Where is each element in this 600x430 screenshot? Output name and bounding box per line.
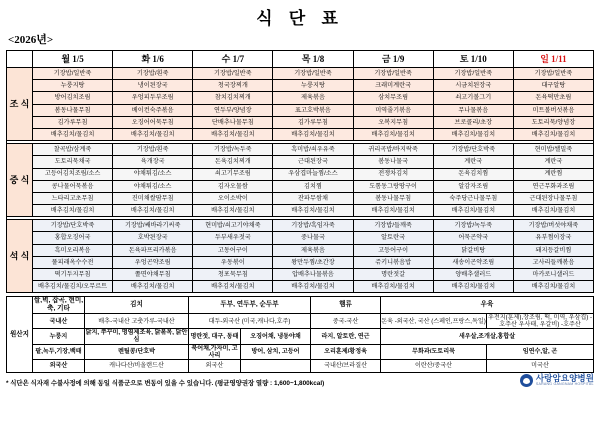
menu-cell: 배추김치/물김치 <box>273 281 353 293</box>
menu-cell: 우엉피두부조림 <box>113 92 193 104</box>
menu-cell: 두부새우젓국 <box>193 232 273 244</box>
menu-cell: 고사리들깨볶음 <box>513 256 593 268</box>
menu-cell: 명란젓갈 <box>353 269 433 281</box>
header-day-5: 금 1/9 <box>353 51 433 68</box>
menu-cell: 압배추나물볶음 <box>273 269 353 281</box>
menu-row <box>7 80 594 92</box>
menu-cell: 오복지무침 <box>353 116 433 128</box>
menu-cell: 배추김치/물김치 <box>33 205 113 217</box>
menu-cell: 유부쩜이장국 <box>513 232 593 244</box>
origin-cell: 국내산/브라질산 <box>311 360 381 373</box>
menu-cell: 계란찜 <box>513 168 593 180</box>
header-day-3: 수 1/7 <box>193 51 273 68</box>
origin-cell <box>241 360 311 373</box>
menu-cell: 배추김치/물김치 <box>113 205 193 217</box>
menu-cell: 김자오물쌈 <box>193 180 273 192</box>
menu-cell: 계란국 <box>433 156 513 168</box>
origin-cell: 오리훈제/황정육 <box>311 344 381 359</box>
menu-cell: 연두부/양념장 <box>193 104 273 116</box>
origin-header-cell: 두부, 연두부, 순두부 <box>189 297 311 314</box>
menu-cell: 도토리묵채국 <box>33 156 113 168</box>
origin-cell: 중국-국산 <box>311 313 381 328</box>
menu-cell: 배추김치/물김치 <box>513 281 593 293</box>
menu-cell: 쫄면야채무침 <box>113 269 193 281</box>
origin-cell: 임연수,알, 곤 <box>487 344 594 359</box>
menu-cell: 기장밥/일반죽 <box>273 68 353 80</box>
page-title: 식 단 표 <box>256 9 344 28</box>
menu-cell: 현미밥/쌜밀죽 <box>513 144 593 156</box>
menu-cell: 우삼겹마늘찜/소스 <box>273 168 353 180</box>
menu-cell: 김치찜 <box>273 180 353 192</box>
menu-cell: 기장밥/일반죽 <box>33 68 113 80</box>
header-day-6: 토 1/10 <box>433 51 513 68</box>
origin-header-cell: 우육 <box>381 297 594 314</box>
menu-header-row <box>7 51 594 68</box>
origin-row-label: 팥,녹두,기장,백태 <box>33 344 85 359</box>
menu-cell: 표고호박볶음 <box>273 104 353 116</box>
menu-cell: 누룽지탕 <box>273 80 353 92</box>
menu-cell: 기장밥/흑임자죽 <box>273 220 353 232</box>
menu-cell: 기장밥/일반죽 <box>433 68 513 80</box>
menu-cell: 왕만두찜/초간장 <box>273 256 353 268</box>
meal-label-3: 석 식 <box>7 220 33 293</box>
header-day-1: 월 1/5 <box>33 51 113 68</box>
menu-cell: 청국장찌개 <box>193 80 273 92</box>
menu-row <box>7 244 594 256</box>
menu-cell: 진미채쌀땀무침 <box>113 192 193 204</box>
origin-header-cell: 쌀,벽, 잡곡, 현미, 축, 기타 <box>33 297 84 313</box>
menu-cell: 쇠고기무조림 <box>193 168 273 180</box>
menu-cell: 콩나물어묵볶음 <box>33 180 113 192</box>
origin-header-cell: 햄류 <box>311 297 381 314</box>
menu-row <box>7 156 594 168</box>
menu-cell: 전쟁차김치 <box>353 168 433 180</box>
origin-cell: 이란산/중국산 <box>381 360 487 373</box>
menu-cell: 알토란국 <box>353 232 433 244</box>
menu-cell: 누룽지탕 <box>33 80 113 92</box>
menu-row <box>7 281 594 293</box>
menu-cell: 배추김치/물김치 <box>113 281 193 293</box>
menu-cell: 배추김치/물김치 <box>433 205 513 217</box>
origin-row-label: 국내산 <box>33 313 85 328</box>
menu-row <box>7 220 594 232</box>
menu-cell: 기장밥/일반죽 <box>193 68 273 80</box>
origin-cell: 미국산 <box>487 360 594 373</box>
menu-cell: 우엉곤약조림 <box>113 256 193 268</box>
menu-cell: 호박된장국 <box>113 232 193 244</box>
menu-cell: 참치김치찌개 <box>193 92 273 104</box>
menu-cell: 기장밥/녹두죽 <box>433 220 513 232</box>
menu-row <box>7 232 594 244</box>
header-day-4: 목 1/8 <box>273 51 353 68</box>
menu-row <box>7 180 594 192</box>
menu-cell: 배추김치/물김치 <box>273 128 353 140</box>
menu-table-body <box>7 51 594 293</box>
origin-header-row <box>7 297 594 314</box>
menu-cell: 단배추나물무침 <box>193 116 273 128</box>
origin-cell: 새우살,조개살,홍합살 <box>381 329 594 344</box>
menu-cell: 양배추샐러드 <box>433 269 513 281</box>
menu-cell: 봄동나물무침 <box>353 192 433 204</box>
menu-cell: 새송이곤약조림 <box>433 256 513 268</box>
menu-cell: 기장밥/버섯야채죽 <box>513 220 593 232</box>
menu-cell: 베이컨숙주볶음 <box>113 104 193 116</box>
menu-cell: 중나물국 <box>273 232 353 244</box>
menu-cell: 마카로니샐러드 <box>513 269 593 281</box>
menu-cell: 오징어어묵무침 <box>113 116 193 128</box>
menu-cell: 오이소박이 <box>193 192 273 204</box>
menu-cell: 봄동나물국 <box>353 156 433 168</box>
origin-cell: 대두-외국산 (미국,캐나다,호주) <box>189 313 311 328</box>
origin-row <box>7 344 594 359</box>
footer-note: * 식단은 식자재 수불사정에 의해 동일 식품군으로 변동이 있을 수 있습니다. (평균영양권장 열량 : 1,600~1,800kcal) <box>6 380 325 388</box>
menu-cell: 도토리묵/양념장 <box>513 116 593 128</box>
menu-cell: 대구알탕 <box>513 80 593 92</box>
menu-cell: 배추김치/물김치 <box>113 128 193 140</box>
menu-cell: 기장밥/일반죽 <box>513 68 593 80</box>
menu-cell: 배추김치/물김치 <box>33 128 113 140</box>
menu-cell: 느타리고초무침 <box>33 192 113 204</box>
menu-cell: 홍합오징어국 <box>33 232 113 244</box>
menu-cell: 청포묵무침 <box>193 269 273 281</box>
menu-cell: 돼지등갈비찜 <box>513 244 593 256</box>
menu-cell: 기장밥/단호박죽 <box>33 220 113 232</box>
origin-cell: 오징어채, 냉동야채 <box>241 329 311 344</box>
menu-cell: 미트볼버섯볶음 <box>513 104 593 116</box>
menu-cell: 기장밥/쌔바라기씨죽 <box>113 220 193 232</box>
hospital-logo <box>520 374 594 387</box>
menu-cell: 배추김치/물김치 <box>513 205 593 217</box>
menu-cell: 돈육파프리카볶음 <box>113 244 193 256</box>
origin-row <box>7 360 594 373</box>
origin-row-label: 외국산 <box>33 360 85 373</box>
menu-cell: 기장밥/단호박죽 <box>433 144 513 156</box>
logo-mark-icon <box>520 374 533 387</box>
menu-cell: 찰곡밥/삼계죽 <box>33 144 113 156</box>
footer <box>6 374 594 387</box>
menu-cell: 숙주당근나물무침 <box>433 192 513 204</box>
menu-row <box>7 68 594 80</box>
origin-cell: 무화과/도토리묵 <box>381 344 487 359</box>
origin-cell: 방어, 삼치, 고등어 <box>241 344 311 359</box>
menu-cell: 배추김치/물김치/오무르트 <box>33 281 113 293</box>
menu-row <box>7 104 594 116</box>
menu-cell: 기장밥/녹두죽 <box>193 144 273 156</box>
menu-cell: 기장밥/들깨죽 <box>353 220 433 232</box>
menu-cell: 김가루무침 <box>33 116 113 128</box>
menu-cell: 근대된장나물무침 <box>513 192 593 204</box>
menu-cell: 돈육김치찜 <box>433 168 513 180</box>
menu-cell: 배추김치/물김치 <box>193 128 273 140</box>
menu-row <box>7 192 594 204</box>
origin-cell: 명란젓, 대구, 동태 <box>189 329 241 344</box>
origin-row <box>7 329 594 344</box>
menu-cell: 무나물볶음 <box>433 104 513 116</box>
menu-cell: 알감자조림 <box>433 180 513 192</box>
origin-row <box>7 313 594 328</box>
menu-cell: 배추김치/물김치 <box>193 281 273 293</box>
origin-cell: 닭지, 쭈꾸미, 명염제조육, 닭볶목, 닭안심 <box>85 329 188 344</box>
menu-cell: 기장밥/흰죽 <box>113 144 193 156</box>
meal-label-1: 조 식 <box>7 68 33 141</box>
menu-cell: 돈육김치찌개 <box>193 156 273 168</box>
menu-cell: 배추김치/물김치 <box>353 205 433 217</box>
origin-table-body <box>7 297 594 373</box>
menu-cell: 고동어구이 <box>193 244 273 256</box>
menu-cell: 냉이된장국 <box>113 80 193 92</box>
origin-cell: 캐나다산/비올랜드산 <box>85 360 189 373</box>
menu-cell: 김가루무침 <box>273 116 353 128</box>
menu-cell: 귀리곡밥/바지락죽 <box>353 144 433 156</box>
menu-row <box>7 269 594 281</box>
menu-cell: 배추김치/물김치 <box>353 281 433 293</box>
menu-cell: 봄동나물무침 <box>33 104 113 116</box>
header-day-7: 일 1/11 <box>513 51 593 68</box>
menu-cell: 야채튀김/소스 <box>113 168 193 180</box>
menu-cell: 배추김치/물김치 <box>193 205 273 217</box>
menu-cell: 연근무화과조림 <box>513 180 593 192</box>
menu-cell: 방어김치조림 <box>33 92 113 104</box>
year-label: <2026년> <box>8 34 54 46</box>
menu-row <box>7 144 594 156</box>
menu-cell: 기장밥/일반죽 <box>353 68 433 80</box>
menu-cell: 떡기두지무침 <box>33 269 113 281</box>
origin-cell: 우전지(훈제),장조림, 떡, 미역, 우삼겹) - 호주산 우사태, 우갈비) -호주산 <box>487 313 593 329</box>
origin-cell: 북어채,가자미, 고사리 <box>189 344 241 359</box>
menu-cell: 닭갈비탕 <box>433 244 513 256</box>
menu-row <box>7 256 594 268</box>
menu-cell: 야채튀김/소스 <box>113 180 193 192</box>
menu-cell: 고등어김치조림/소스 <box>33 168 113 180</box>
menu-cell: 도톰동그랑땅구이 <box>353 180 433 192</box>
menu-cell: 배추김치/물김치 <box>433 281 513 293</box>
origin-cell: 렌틸콩/단호박 <box>85 344 189 359</box>
menu-row <box>7 116 594 128</box>
menu-cell: 쥬키니볶음밥 <box>353 256 433 268</box>
menu-cell: 잔파무쌈채 <box>273 192 353 204</box>
header-corner <box>7 51 33 68</box>
menu-row <box>7 205 594 217</box>
menu-cell: 돈육떡만초림 <box>513 92 593 104</box>
origin-cell: 배추-국내산 고춧가루-국내산 <box>85 313 189 328</box>
origin-table <box>6 296 594 373</box>
menu-cell: 흑미밥/쇠우유죽 <box>273 144 353 156</box>
menu-cell: 브로콜리/초장 <box>433 116 513 128</box>
menu-cell: 크래미계란국 <box>353 80 433 92</box>
menu-cell: 풀피래옥수수전 <box>33 256 113 268</box>
logo-name-kr: 사랑암요양병원 <box>535 373 594 384</box>
menu-cell: 시금치된장국 <box>433 80 513 92</box>
menu-cell: 배추김치/물김치 <box>353 128 433 140</box>
menu-cell: 근대된장국 <box>273 156 353 168</box>
header-day-2: 화 1/6 <box>113 51 193 68</box>
origin-header-cell: 김치 <box>85 297 189 314</box>
menu-cell: 우동볶이 <box>193 256 273 268</box>
menu-cell: 현미밥/쇠고기야채죽 <box>193 220 273 232</box>
menu-cell: 어묵곤약국 <box>433 232 513 244</box>
menu-row <box>7 92 594 104</box>
menu-cell: 배추김치/물김치 <box>273 205 353 217</box>
menu-cell: 쇠고기볼그기 <box>433 92 513 104</box>
menu-table <box>6 50 594 293</box>
menu-cell: 배추김치/물김치 <box>433 128 513 140</box>
menu-cell: 육개장국 <box>113 156 193 168</box>
menu-cell: 배추김치/물김치 <box>513 128 593 140</box>
origin-cell: 라지, 알토란, 연근 <box>311 329 381 344</box>
menu-cell: 고등어구이 <box>353 244 433 256</box>
meal-label-2: 중 식 <box>7 144 33 217</box>
origin-cell: 돈육 -외국산, 국산 (스페인,프랑스,독일) <box>381 313 487 328</box>
logo-name-en: SARANG GANGNAM HOSPITAL <box>535 382 594 387</box>
menu-cell: 삼치무조림 <box>353 92 433 104</box>
menu-row <box>7 168 594 180</box>
origin-row-label: 누룽지 <box>33 329 85 344</box>
menu-row <box>7 128 594 140</box>
menu-cell: 미역줄기볶음 <box>353 104 433 116</box>
menu-cell: 기장밥/흰죽 <box>113 68 193 80</box>
origin-cell: 외국산 <box>189 360 241 373</box>
menu-cell: 흑미오리복음 <box>33 244 113 256</box>
menu-cell: 제육볶음 <box>273 244 353 256</box>
menu-cell: 제육볶음 <box>273 92 353 104</box>
menu-cell: 계란국 <box>513 156 593 168</box>
origin-section-label: 원산지 <box>7 297 33 373</box>
